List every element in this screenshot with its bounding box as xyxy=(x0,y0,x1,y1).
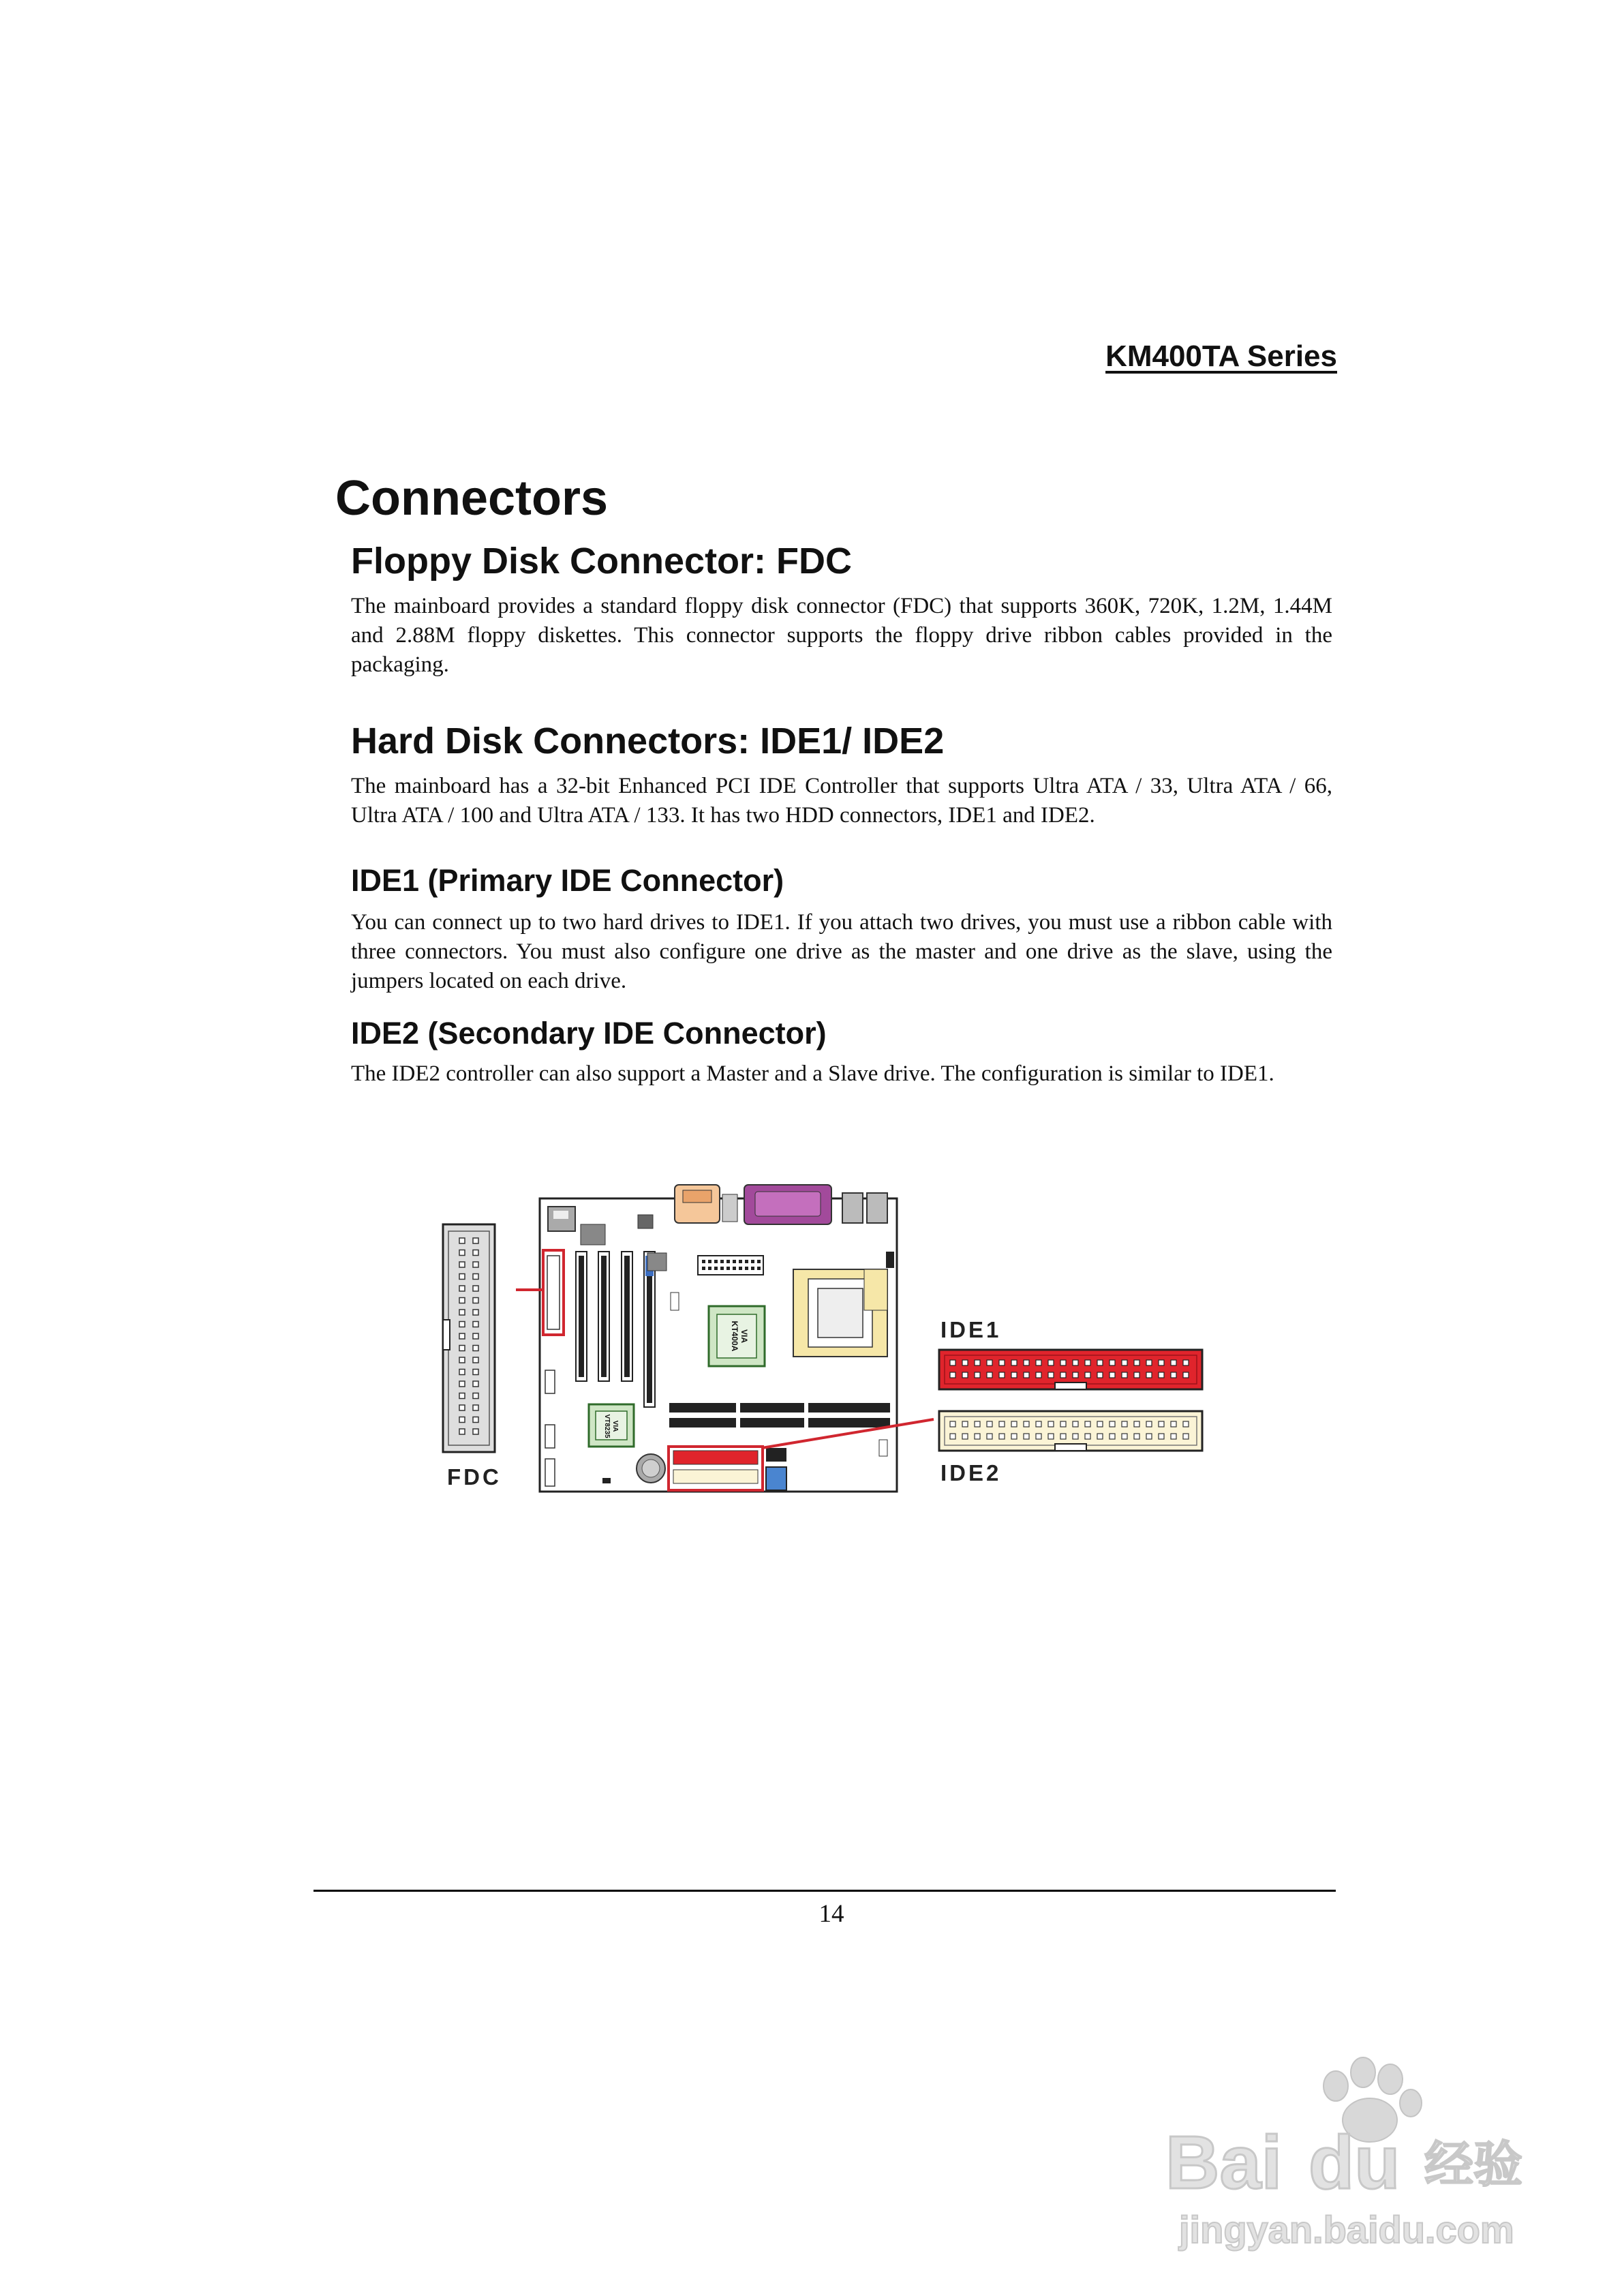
svg-text:du: du xyxy=(1309,2121,1401,2205)
hdd-paragraph: The mainboard has a 32-bit Enhanced PCI IDE Controller that supports Ultra ATA / 33, Ultra ATA / 66, Ultra ATA / 100 and Ultra ATA / 133. It has two HDD connectors, IDE1 and IDE2. xyxy=(351,774,1332,828)
ide2-label: IDE2 xyxy=(940,1460,1002,1485)
ide1-paragraph: You can connect up to two hard drives to IDE1. If you attach two drives, you must use a ribbon cable with three connectors. You must also configure one drive as the master and one drive as the slave, using the jumpers located on each drive. xyxy=(351,910,1332,993)
ide2-connector xyxy=(939,1411,1202,1451)
svg-text:jingyan.baidu.com: jingyan.baidu.com xyxy=(1179,2208,1514,2251)
fdc-connector xyxy=(443,1224,495,1452)
ide2-heading: IDE2 (Secondary IDE Connector) xyxy=(351,1016,827,1051)
fdc-paragraph: The mainboard provides a standard floppy disk connector (FDC) that supports 360K, 720K, 1.2M, 1.44M and 2.88M floppy diskettes. This connector supports the floppy drive ribbon cables provided in the packaging. xyxy=(351,594,1332,677)
motherboard xyxy=(540,1185,897,1492)
south-chip-line1: VIA xyxy=(611,1420,619,1432)
baidu-watermark-logo xyxy=(1152,2045,1561,2263)
page-number: 14 xyxy=(818,1900,844,1928)
north-chip-line2: KT400A xyxy=(730,1320,739,1352)
ide2-paragraph: The IDE2 controller can also support a Master and a Slave drive. The configuration is similar to IDE1. xyxy=(351,1061,1274,1086)
svg-text:Bai: Bai xyxy=(1165,2121,1283,2205)
south-chip-line2: VT8235 xyxy=(603,1414,611,1438)
page-title: Connectors xyxy=(335,471,609,526)
series-title: KM400TA Series xyxy=(1105,339,1337,373)
fdc-heading: Floppy Disk Connector: FDC xyxy=(351,541,853,581)
ide1-connector xyxy=(939,1350,1202,1389)
ide1-heading: IDE1 (Primary IDE Connector) xyxy=(351,863,784,898)
footer-rule xyxy=(313,1890,1336,1892)
svg-text:经验: 经验 xyxy=(1424,2136,1523,2193)
ide1-label: IDE1 xyxy=(940,1317,1002,1342)
hdd-heading: Hard Disk Connectors: IDE1/ IDE2 xyxy=(351,721,945,761)
fdc-label: FDC xyxy=(447,1464,502,1490)
north-chip-line1: VIA xyxy=(739,1329,749,1344)
